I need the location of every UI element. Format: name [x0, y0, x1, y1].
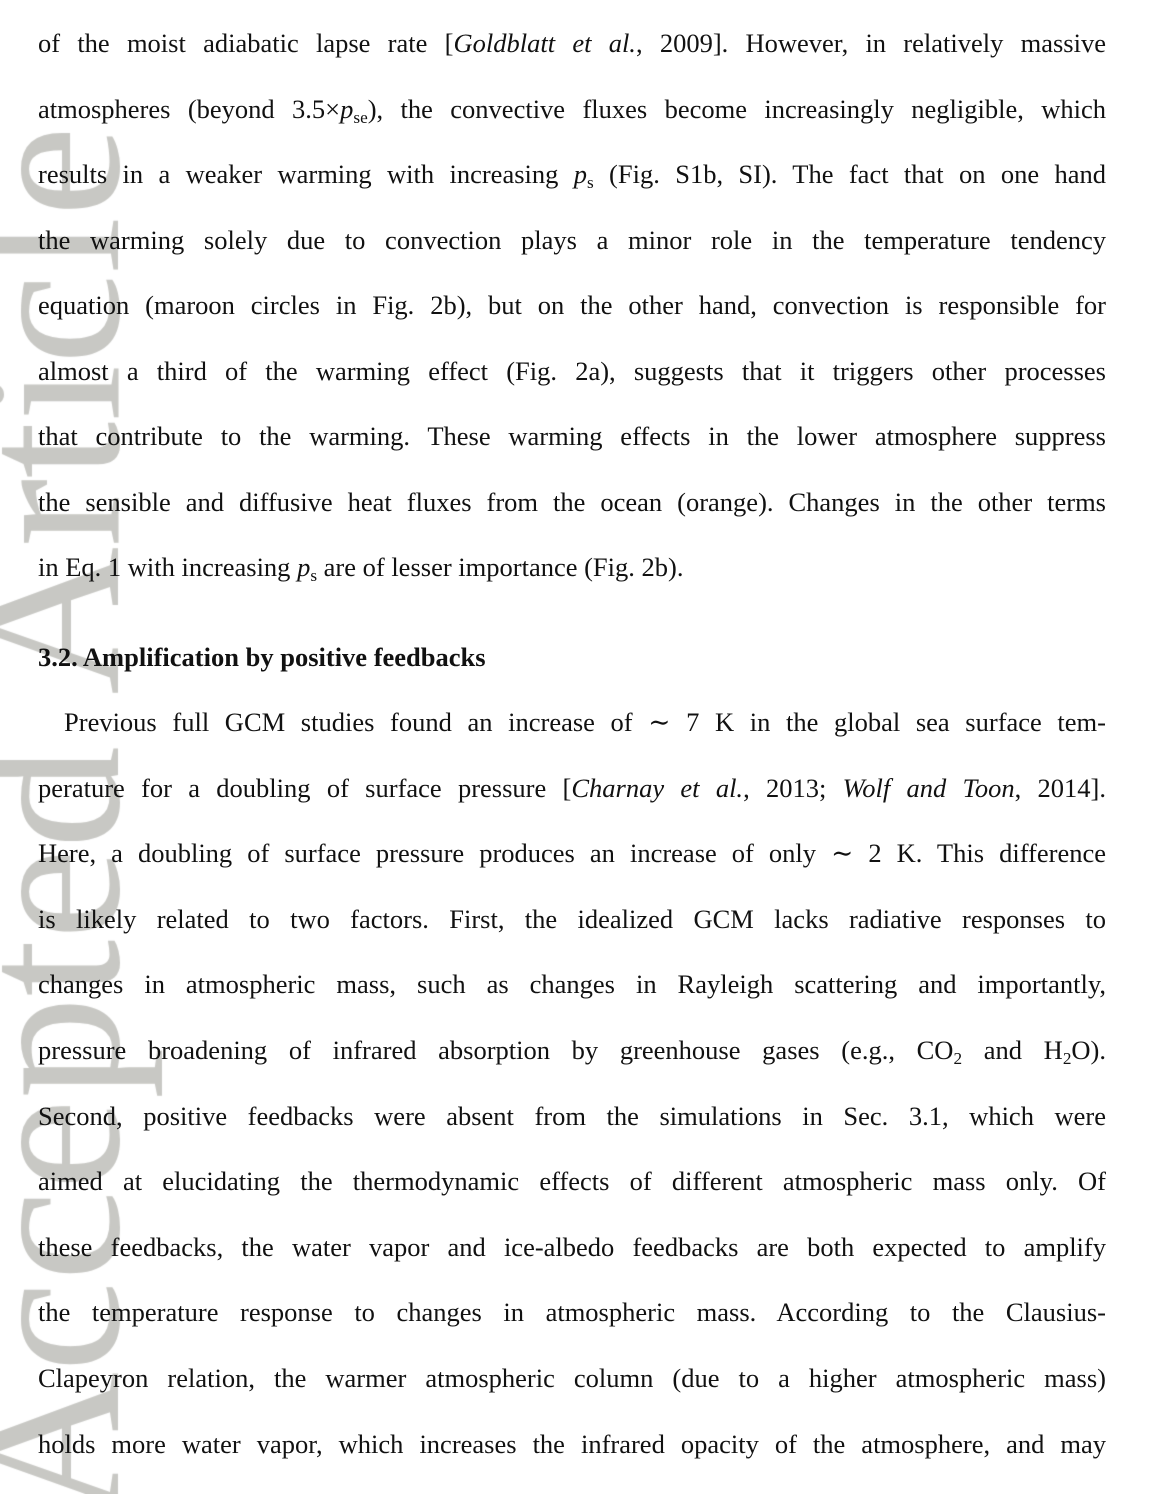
text-line	[38, 771, 1106, 805]
subscript: s	[310, 566, 318, 586]
text-line	[38, 550, 1106, 584]
text-line	[38, 1361, 1106, 1395]
text-line	[38, 157, 1106, 191]
text-segment: equation (maroon circles in Fig. 2b), but on the other hand, convection is responsible for	[38, 290, 1106, 320]
text-segment: and H	[962, 1035, 1063, 1065]
section-heading: 3.2. Amplification by positive feedbacks	[38, 642, 486, 672]
italic-text: p	[297, 552, 311, 582]
text-segment: almost a third of the warming effect (Fig. 2a), suggests that it triggers other processes	[38, 356, 1106, 386]
text-segment: aimed at elucidating the thermodynamic effects of different atmospheric mass only. Of	[38, 1166, 1106, 1196]
text-line	[38, 705, 1106, 739]
italic-text: p	[573, 159, 587, 189]
text-line	[38, 1099, 1106, 1133]
text-line	[38, 419, 1106, 453]
subscript: s	[587, 173, 594, 193]
text-segment: Clapeyron relation, the warmer atmospheric column (due to a higher atmospheric mass)	[38, 1363, 1106, 1393]
text-line	[38, 354, 1106, 388]
text-segment: Here, a doubling of surface pressure produces an increase of only ∼ 2 K. This difference	[38, 838, 1106, 868]
text-segment: Second, positive feedbacks were absent from the simulations in Sec. 3.1, which were	[38, 1101, 1106, 1131]
text-line	[38, 1230, 1106, 1264]
italic-text: Charnay et al.	[571, 773, 744, 803]
text-segment: the temperature response to changes in atmospheric mass. According to the Clausius-	[38, 1297, 1106, 1327]
text-line	[38, 836, 1106, 870]
subscript: 2	[1062, 1049, 1072, 1069]
text-segment: ), the convective fluxes become increasingly negligible, which	[367, 94, 1106, 124]
text-segment: perature for a doubling of surface pressure [	[38, 773, 572, 803]
text-segment: that contribute to the warming. These warming effects in the lower atmosphere suppress	[38, 421, 1106, 451]
subscript: se	[353, 108, 368, 128]
text-segment: is likely related to two factors. First, the idealized GCM lacks radiative responses to	[38, 904, 1106, 934]
text-segment: of the moist adiabatic lapse rate [	[38, 28, 454, 58]
italic-text: p	[340, 94, 354, 124]
text-segment: are of lesser importance (Fig. 2b).	[317, 552, 684, 582]
text-segment: , 2014].	[1014, 773, 1106, 803]
text-line	[38, 1295, 1106, 1329]
italic-text: Goldblatt et al.	[453, 28, 636, 58]
text-segment: holds more water vapor, which increases the infrared opacity of the atmosphere, and may	[38, 1429, 1106, 1459]
subscript: 2	[953, 1049, 963, 1069]
text-line	[38, 223, 1106, 257]
italic-text: Wolf and Toon	[842, 773, 1015, 803]
text-line	[38, 1164, 1106, 1198]
text-line	[38, 1427, 1106, 1461]
text-line	[38, 485, 1106, 519]
text-line	[38, 288, 1106, 322]
text-segment: O).	[1071, 1035, 1107, 1065]
text-segment: the sensible and diffusive heat fluxes from the ocean (orange). Changes in the other terms	[38, 487, 1106, 517]
text-segment: the warming solely due to convection plays a minor role in the temperature tendency	[38, 225, 1106, 255]
text-line	[38, 967, 1106, 1001]
text-segment: Previous full GCM studies found an increase of ∼ 7 K in the global sea surface tem-	[64, 707, 1106, 737]
text-line	[38, 902, 1106, 936]
text-segment: in Eq. 1 with increasing	[38, 552, 298, 582]
text-segment: these feedbacks, the water vapor and ice-albedo feedbacks are both expected to amplify	[38, 1232, 1106, 1262]
text-segment: (Fig. S1b, SI). The fact that on one hand	[593, 159, 1106, 189]
text-segment: atmospheres (beyond 3.5×	[38, 94, 341, 124]
text-segment: pressure broadening of infrared absorption by greenhouse gases (e.g., CO	[38, 1035, 954, 1065]
text-line	[38, 92, 1106, 126]
text-line	[38, 26, 1106, 60]
text-segment: , 2009]. However, in relatively massive	[635, 28, 1106, 58]
text-segment: results in a weaker warming with increasing	[38, 159, 574, 189]
text-segment: , 2013;	[743, 773, 843, 803]
text-line	[38, 1033, 1106, 1067]
text-segment: changes in atmospheric mass, such as changes in Rayleigh scattering and importantly,	[38, 969, 1106, 999]
